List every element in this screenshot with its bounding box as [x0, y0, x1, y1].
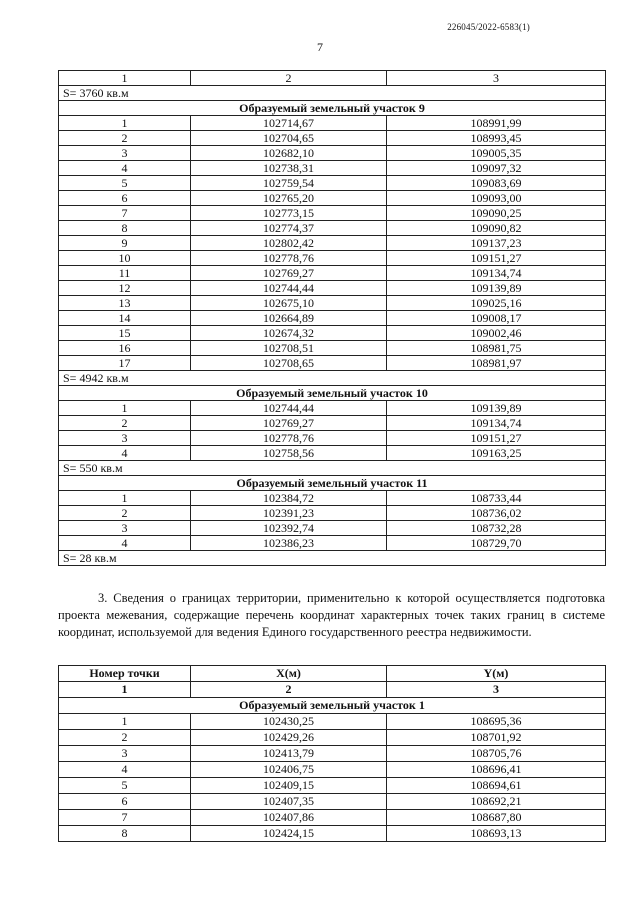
table-row: [59, 341, 606, 356]
x-coordinate: 102704,65: [191, 131, 387, 146]
header-row: [59, 71, 606, 86]
x-coordinate: 102429,26: [191, 730, 387, 746]
header-row: [59, 666, 606, 682]
y-coordinate: 109093,00: [387, 191, 606, 206]
table-row: [59, 826, 606, 842]
table-row: [59, 356, 606, 371]
point-number: 2: [59, 416, 191, 431]
column-number-row: [59, 682, 606, 698]
document-number: 226045/2022-6583(1): [447, 22, 530, 32]
table-row: [59, 446, 606, 461]
table-row: [59, 810, 606, 826]
x-coordinate: 102744,44: [191, 401, 387, 416]
x-coordinate: 102708,65: [191, 356, 387, 371]
table-row: [59, 401, 606, 416]
section-title: Образуемый земельный участок 9: [59, 101, 606, 116]
y-coordinate: 108981,75: [387, 341, 606, 356]
table-row: [59, 206, 606, 221]
y-coordinate: 109137,23: [387, 236, 606, 251]
x-coordinate: 102759,54: [191, 176, 387, 191]
y-coordinate: 109134,74: [387, 416, 606, 431]
table-row: [59, 778, 606, 794]
section-title: Образуемый земельный участок 1: [59, 698, 606, 714]
x-coordinate: 102802,42: [191, 236, 387, 251]
column-header: 3: [387, 71, 606, 86]
x-coordinate: 102413,79: [191, 746, 387, 762]
x-coordinate: 102664,89: [191, 311, 387, 326]
point-number: 12: [59, 281, 191, 296]
point-number: 1: [59, 714, 191, 730]
point-number: 5: [59, 176, 191, 191]
x-coordinate: 102674,32: [191, 326, 387, 341]
coordinates-table-parcels: [58, 70, 606, 566]
table-row: [59, 714, 606, 730]
table-row: [59, 176, 606, 191]
x-coordinate: 102769,27: [191, 266, 387, 281]
table-row: [59, 116, 606, 131]
x-coordinate: 102407,86: [191, 810, 387, 826]
section-title-row: [59, 386, 606, 401]
area-row: [59, 371, 606, 386]
area-cell: S= 4942 кв.м: [59, 371, 606, 386]
area-row: [59, 86, 606, 101]
territory-boundary-table: [58, 665, 606, 842]
table-row: [59, 236, 606, 251]
y-coordinate: 108694,61: [387, 778, 606, 794]
table-row: [59, 131, 606, 146]
y-coordinate: 109005,35: [387, 146, 606, 161]
page-number: 7: [317, 40, 323, 54]
table-row: [59, 506, 606, 521]
table-row: [59, 794, 606, 810]
y-coordinate: 109025,16: [387, 296, 606, 311]
area-cell: S= 3760 кв.м: [59, 86, 606, 101]
column-header: 2: [191, 71, 387, 86]
point-number: 8: [59, 826, 191, 842]
point-number: 4: [59, 446, 191, 461]
y-coordinate: 108687,80: [387, 810, 606, 826]
x-coordinate: 102386,23: [191, 536, 387, 551]
point-number: 3: [59, 146, 191, 161]
x-coordinate: 102424,15: [191, 826, 387, 842]
point-number: 7: [59, 810, 191, 826]
y-coordinate: 109008,17: [387, 311, 606, 326]
point-number: 5: [59, 778, 191, 794]
x-coordinate: 102778,76: [191, 431, 387, 446]
table-row: [59, 251, 606, 266]
column-header: Y(м): [387, 666, 606, 682]
column-header: 1: [59, 71, 191, 86]
point-number: 2: [59, 131, 191, 146]
table-row: [59, 296, 606, 311]
column-number: 3: [387, 682, 606, 698]
section-3-paragraph: [58, 590, 605, 641]
table-row: [59, 161, 606, 176]
x-coordinate: 102773,15: [191, 206, 387, 221]
point-number: 6: [59, 794, 191, 810]
y-coordinate: 109002,46: [387, 326, 606, 341]
y-coordinate: 109163,25: [387, 446, 606, 461]
point-number: 14: [59, 311, 191, 326]
y-coordinate: 108692,21: [387, 794, 606, 810]
y-coordinate: 108736,02: [387, 506, 606, 521]
y-coordinate: 108693,13: [387, 826, 606, 842]
table-row: [59, 191, 606, 206]
point-number: 3: [59, 521, 191, 536]
table-row: [59, 326, 606, 341]
y-coordinate: 108696,41: [387, 762, 606, 778]
x-coordinate: 102769,27: [191, 416, 387, 431]
point-number: 9: [59, 236, 191, 251]
table-row: [59, 221, 606, 236]
x-coordinate: 102391,23: [191, 506, 387, 521]
section-title: Образуемый земельный участок 10: [59, 386, 606, 401]
y-coordinate: 108695,36: [387, 714, 606, 730]
x-coordinate: 102758,56: [191, 446, 387, 461]
y-coordinate: 108981,97: [387, 356, 606, 371]
x-coordinate: 102407,35: [191, 794, 387, 810]
point-number: 4: [59, 161, 191, 176]
x-coordinate: 102384,72: [191, 491, 387, 506]
table-row: [59, 431, 606, 446]
x-coordinate: 102430,25: [191, 714, 387, 730]
point-number: 8: [59, 221, 191, 236]
section-title-row: [59, 698, 606, 714]
x-coordinate: 102708,51: [191, 341, 387, 356]
table-row: [59, 266, 606, 281]
x-coordinate: 102406,75: [191, 762, 387, 778]
x-coordinate: 102744,44: [191, 281, 387, 296]
y-coordinate: 109151,27: [387, 251, 606, 266]
x-coordinate: 102738,31: [191, 161, 387, 176]
point-number: 2: [59, 506, 191, 521]
table-row: [59, 311, 606, 326]
x-coordinate: 102778,76: [191, 251, 387, 266]
x-coordinate: 102675,10: [191, 296, 387, 311]
table-row: [59, 281, 606, 296]
table-row: [59, 521, 606, 536]
table-row: [59, 146, 606, 161]
point-number: 7: [59, 206, 191, 221]
y-coordinate: 108991,99: [387, 116, 606, 131]
y-coordinate: 109090,82: [387, 221, 606, 236]
y-coordinate: 108732,28: [387, 521, 606, 536]
point-number: 3: [59, 431, 191, 446]
point-number: 10: [59, 251, 191, 266]
table-row: [59, 416, 606, 431]
x-coordinate: 102765,20: [191, 191, 387, 206]
x-coordinate: 102392,74: [191, 521, 387, 536]
y-coordinate: 109139,89: [387, 281, 606, 296]
x-coordinate: 102714,67: [191, 116, 387, 131]
point-number: 2: [59, 730, 191, 746]
section-title-row: [59, 101, 606, 116]
area-cell: S= 28 кв.м: [59, 551, 606, 566]
section-title-row: [59, 476, 606, 491]
y-coordinate: 109139,89: [387, 401, 606, 416]
column-header: Номер точки: [59, 666, 191, 682]
area-row: [59, 461, 606, 476]
paragraph-text: 3. Сведения о границах территории, применительно к которой осуществляется подготовка проекта межевания, содержащие перечень координат характерных точек таких границ в системе координат, используемой для ведения Единого государственного реестра недвижимости.: [58, 591, 605, 639]
column-number: 1: [59, 682, 191, 698]
point-number: 3: [59, 746, 191, 762]
point-number: 4: [59, 762, 191, 778]
y-coordinate: 108993,45: [387, 131, 606, 146]
point-number: 16: [59, 341, 191, 356]
x-coordinate: 102774,37: [191, 221, 387, 236]
y-coordinate: 109083,69: [387, 176, 606, 191]
point-number: 17: [59, 356, 191, 371]
y-coordinate: 108705,76: [387, 746, 606, 762]
column-number: 2: [191, 682, 387, 698]
x-coordinate: 102409,15: [191, 778, 387, 794]
x-coordinate: 102682,10: [191, 146, 387, 161]
table-row: [59, 491, 606, 506]
point-number: 1: [59, 401, 191, 416]
table-row: [59, 762, 606, 778]
y-coordinate: 108729,70: [387, 536, 606, 551]
y-coordinate: 109134,74: [387, 266, 606, 281]
point-number: 11: [59, 266, 191, 281]
table-row: [59, 536, 606, 551]
y-coordinate: 109151,27: [387, 431, 606, 446]
point-number: 4: [59, 536, 191, 551]
area-row: [59, 551, 606, 566]
point-number: 13: [59, 296, 191, 311]
point-number: 1: [59, 116, 191, 131]
y-coordinate: 108733,44: [387, 491, 606, 506]
area-cell: S= 550 кв.м: [59, 461, 606, 476]
column-header: X(м): [191, 666, 387, 682]
table-row: [59, 746, 606, 762]
section-title: Образуемый земельный участок 11: [59, 476, 606, 491]
table-row: [59, 730, 606, 746]
y-coordinate: 109090,25: [387, 206, 606, 221]
point-number: 1: [59, 491, 191, 506]
y-coordinate: 108701,92: [387, 730, 606, 746]
point-number: 6: [59, 191, 191, 206]
y-coordinate: 109097,32: [387, 161, 606, 176]
point-number: 15: [59, 326, 191, 341]
